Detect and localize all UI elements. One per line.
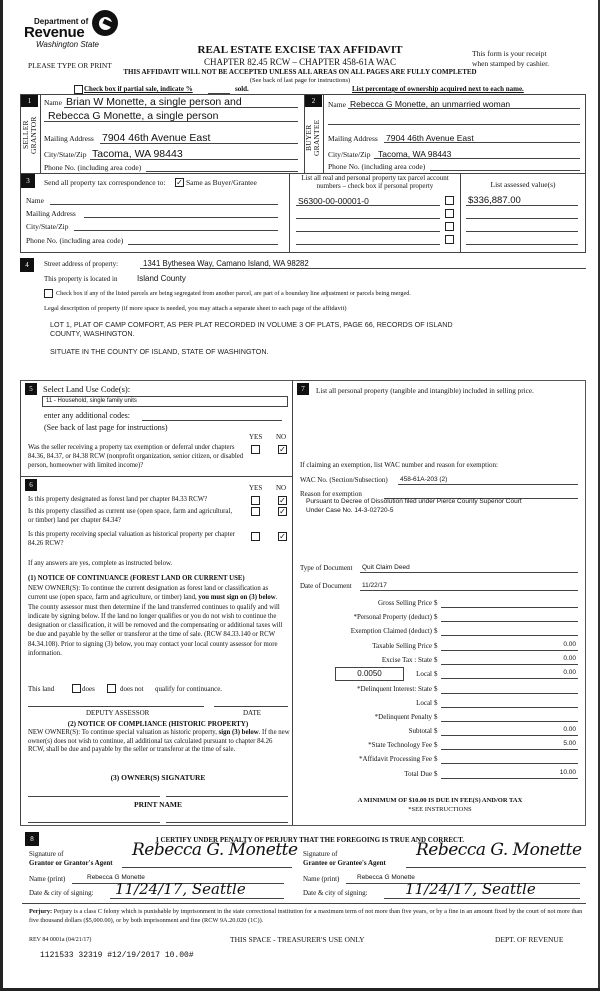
print-name-field-1[interactable] xyxy=(28,822,160,823)
property-county[interactable]: Island County xyxy=(137,274,186,283)
buyer-city-state-zip[interactable]: Tacoma, WA 98443 xyxy=(378,149,452,159)
forest-land-no-checkbox[interactable]: ✓ xyxy=(279,496,286,505)
owner-signature-title: (3) OWNER(S) SIGNATURE xyxy=(110,773,206,782)
grantor-signature-label-1: Signature of xyxy=(29,850,64,858)
land-use-code-select[interactable] xyxy=(42,396,288,407)
fee-label-total-due: Total Due xyxy=(404,770,432,778)
assessed-value-1[interactable]: $336,887.00 xyxy=(468,195,521,206)
fee-label-delinquent-penalty: *Delinquent Penalty xyxy=(374,713,432,721)
section-6-number: 6 xyxy=(25,479,37,491)
parcel-number-4[interactable] xyxy=(296,244,440,245)
deputy-assessor-label: DEPUTY ASSESSOR xyxy=(86,709,150,717)
personal-property-checkbox-4[interactable] xyxy=(445,235,454,244)
personal-property-checkbox-2[interactable] xyxy=(445,209,454,218)
form-chapter: CHAPTER 82.45 RCW – CHAPTER 458-61A WAC xyxy=(204,57,396,67)
personal-property-label: List all personal property (tangible and intangible) included in selling price. xyxy=(316,387,534,395)
print-name-label: PRINT NAME xyxy=(134,800,182,809)
seller-grantor-label: SELLER GRANTOR xyxy=(21,116,38,154)
grantee-date-city[interactable]: 11/24/17, Seattle xyxy=(405,880,536,898)
grantee-signature[interactable]: Rebecca G. Monette xyxy=(416,840,582,860)
fee-value-total-due[interactable]: 10.00 xyxy=(559,769,576,776)
fee-value-taxable[interactable]: 0.00 xyxy=(563,641,576,648)
section-5-number: 5 xyxy=(25,383,37,395)
fee-label-delinquent-interest-local: Local xyxy=(416,699,432,707)
does-qualify-checkbox[interactable] xyxy=(72,684,81,693)
forest-land-yes-checkbox[interactable] xyxy=(251,496,260,505)
legal-description-line3[interactable]: SITUATE IN THE COUNTY OF ISLAND, STATE OF WASHINGTON. xyxy=(50,347,269,356)
send-correspondence-label: Send all property tax correspondence to: xyxy=(44,178,166,187)
does-not-label: does not xyxy=(120,685,144,693)
current-use-yes-checkbox[interactable] xyxy=(251,507,260,516)
receipt-line1: This form is your receipt xyxy=(472,49,547,58)
fee-label-excise-state: Excise Tax : State xyxy=(381,656,432,664)
see-instructions-note: *SEE INSTRUCTIONS xyxy=(408,806,472,813)
fee-label-subtotal: Subtotal xyxy=(408,727,432,735)
section-2-number: 2 xyxy=(305,95,322,107)
fee-label-personal-property: *Personal Property (deduct) xyxy=(353,613,432,621)
corr-city-field[interactable] xyxy=(74,230,278,231)
partial-sale-checkbox[interactable] xyxy=(74,85,83,94)
dept-of-revenue-label: DEPT. OF REVENUE xyxy=(495,935,564,944)
seller-name-label: Name xyxy=(44,98,62,107)
legal-description-line2[interactable]: COUNTY, WASHINGTON. xyxy=(50,329,135,338)
grantor-name-label: Name (print) xyxy=(29,875,66,883)
agency-line3: Washington State xyxy=(36,40,100,49)
legal-description-line1[interactable]: LOT 1, PLAT OF CAMP COMFORT, AS PER PLAT RECORDED IN VOLUME 3 OF PLATS, PAGE 66, RECORDS OF ISLAND xyxy=(50,320,453,329)
property-street-address[interactable]: 1341 Bythesea Way, Camano Island, WA 98282 xyxy=(143,259,309,268)
section-4-number: 4 xyxy=(20,258,34,272)
assessed-value-3[interactable] xyxy=(466,231,578,232)
wac-number-value[interactable]: 458-61A-203 (2) xyxy=(400,476,448,483)
notice-of-continuance-text: NEW OWNER(S): To continue the current designation as forest land or classification as current use (open space, farm and agriculture, or timber) land, you must sign on (3) below. The county assessor must then determine if the land transferred continues to qualify and will indicate by signing below. If the land no longer qualifies or you do not wish to continue the designation or classification, it will be removed and the compensating or additional taxes will be due and payable by the seller or transferor at the time of sale. (RCW 84.33.140 or RCW 84.34.108). Prior to signing (3) below, you may contact your local county assessor for more information. xyxy=(28,585,283,658)
select-land-use-label: Select Land Use Code(s): xyxy=(43,384,131,394)
forest-land-question: Is this property designated as forest land per chapter 84.33 RCW? xyxy=(28,496,208,503)
partial-percent-field[interactable] xyxy=(208,85,230,94)
fee-value-excise-state[interactable]: 0.00 xyxy=(563,655,576,662)
personal-property-field[interactable] xyxy=(300,410,580,455)
assessed-value-2[interactable] xyxy=(466,218,578,219)
partial-sale-label: Check box if partial sale, indicate % xyxy=(84,85,193,93)
form-revision: REV 84 0001a (04/21/17) xyxy=(29,937,92,943)
fee-value-excise-local[interactable]: 0.00 xyxy=(563,669,576,676)
section-8-number: 8 xyxy=(25,832,39,846)
current-use-question: Is this property classified as current use (open space, farm and agricultural, or timber) land per chapter 84.34? xyxy=(28,508,233,524)
exemption-reason-label: Reason for exemption xyxy=(300,490,362,498)
print-name-field-2[interactable] xyxy=(166,822,288,823)
fee-label-gross: Gross Selling Price xyxy=(377,599,432,607)
partial-sold-label: sold. xyxy=(235,85,249,93)
does-not-qualify-checkbox[interactable] xyxy=(107,684,116,693)
buyer-mailing-label: Mailing Address xyxy=(328,134,378,143)
seller-city-label: City/State/Zip xyxy=(44,150,87,159)
section-1-number: 1 xyxy=(21,95,38,107)
exemption-label: If claiming an exemption, list WAC number and reason for exemption: xyxy=(300,461,498,469)
document-type-value[interactable]: Quit Claim Deed xyxy=(362,564,410,571)
grantor-name-print[interactable]: Rebecca G Monette xyxy=(87,874,145,881)
seller-mailing-address[interactable]: 7904 46th Avenue East xyxy=(102,132,211,144)
grantor-date-city-label: Date & city of signing: xyxy=(29,889,94,897)
grantee-signature-label-1: Signature of xyxy=(303,850,338,858)
seller-phone-field[interactable] xyxy=(146,171,298,172)
buyer-phone-field[interactable] xyxy=(430,170,580,171)
parcel-number-2[interactable] xyxy=(296,218,440,219)
historical-property-question: Is this property receiving special valuation as historical property per chapter 84.26 RCW? xyxy=(28,531,235,547)
assessor-date-field[interactable] xyxy=(214,706,288,707)
segregated-parcels-checkbox[interactable] xyxy=(44,289,53,298)
exemption-deferral-question: Was the seller receiving a property tax exemption or deferral under chapters 84.36, 84.37, or 84.38 RCW (nonprofit organization, senior citizen, or disabled person, homeowner with limited income)? xyxy=(28,444,244,469)
corr-mailing-field[interactable] xyxy=(84,217,278,218)
assessed-value-4[interactable] xyxy=(466,244,578,245)
exemption-reason-line1[interactable]: Pursuant to Decree of Dissolution filed under Pierce County Superior Court xyxy=(306,498,522,505)
owner-signature-field-2[interactable] xyxy=(166,796,288,797)
buyer-mailing-address[interactable]: 7904 46th Avenue East xyxy=(386,133,474,143)
section6-no-header: NO xyxy=(276,484,287,492)
form-title: REAL ESTATE EXCISE TAX AFFIDAVIT xyxy=(197,44,403,56)
buyer-name-label: Name xyxy=(328,100,346,109)
deputy-assessor-signature-field[interactable] xyxy=(28,706,204,707)
buyer-city-label: City/State/Zip xyxy=(328,150,371,159)
fee-label-exemption: Exemption Claimed (deduct) xyxy=(350,627,432,635)
located-in-label: This property is located in xyxy=(44,275,118,283)
corr-name-label: Name xyxy=(26,196,44,205)
ownership-note: List percentage of ownership acquired next to each name. xyxy=(352,85,524,93)
notice-of-continuance-title: (1) NOTICE OF CONTINUANCE (FOREST LAND OR CURRENT USE) xyxy=(28,575,245,582)
agency-line1: Department of xyxy=(34,17,89,26)
receipt-line2: when stamped by cashier. xyxy=(472,59,550,68)
buyer-grantee-label: BUYER GRANTEE xyxy=(304,119,321,156)
seller-name-2[interactable]: Rebecca G Monette, a single person xyxy=(48,110,219,122)
fee-value-subtotal[interactable]: 0.00 xyxy=(563,726,576,733)
fee-label-excise-local: Local xyxy=(416,670,432,678)
land-use-see-back: (See back of last page for instructions) xyxy=(44,423,168,432)
buyer-name-1[interactable]: Rebecca G Monette, an unmarried woman xyxy=(350,99,511,109)
parcel-number-1[interactable]: S6300-00-00001-0 xyxy=(298,196,369,206)
fee-label-technology-fee: *State Technology Fee xyxy=(368,741,432,749)
document-date-value[interactable]: 11/22/17 xyxy=(362,582,387,589)
if-yes-instruction: If any answers are yes, complete as instructed below. xyxy=(28,560,173,567)
corr-phone-field[interactable] xyxy=(128,244,278,245)
dor-logo xyxy=(22,10,122,50)
same-as-buyer-checkbox[interactable]: ✓ xyxy=(176,178,183,187)
perjury-notice: Perjury: Perjury is a class C felony which is punishable by imprisonment in the state correctional institution for a maximum term of not more than five years, or by a fine in an amount fixed by the court of not more than five thousand dollars ($5,000.00), or by both imprisonment and fine (RCW 9A.20.020 (1C)). xyxy=(29,908,583,924)
assessed-header: List assessed value(s) xyxy=(490,180,556,189)
agency-line2: Revenue xyxy=(24,24,85,41)
section5-no-header: NO xyxy=(276,433,287,441)
exemption-deferral-yes-checkbox[interactable] xyxy=(251,445,260,454)
treasurer-receipt-stamp: 1121533 32319 #12/19/2017 10.00# xyxy=(40,951,194,960)
section-7-number: 7 xyxy=(297,383,309,395)
grantor-signature-label-2: Grantor or Grantor's Agent xyxy=(29,859,113,867)
parcel-number-3[interactable] xyxy=(296,231,440,232)
seller-phone-label: Phone No. (including area code) xyxy=(44,163,142,172)
grantee-signature-label-2: Grantee or Grantee's Agent xyxy=(303,859,386,867)
land-use-code-value: 11 - Household, single family units xyxy=(46,398,137,404)
exemption-deferral-no-checkbox[interactable]: ✓ xyxy=(279,445,286,454)
notice-of-compliance-text: NEW OWNER(S): To continue special valuation as historic property, sign (3) below. If the new owner(s) does not wish to continue, all additional tax calculated pursuant to chapter 84.26 RCW, shall be due and payable by the seller or transferor at the time of sale. xyxy=(28,729,290,753)
grantor-date-city[interactable]: 11/24/17, Seattle xyxy=(115,880,246,898)
personal-property-checkbox-3[interactable] xyxy=(445,222,454,231)
dor-swirl-icon xyxy=(92,10,118,36)
minimum-due-notice: A MINIMUM OF $10.00 IS DUE IN FEE(S) AND/OR TAX xyxy=(357,797,523,804)
treasurer-use-label: THIS SPACE - TREASURER'S USE ONLY xyxy=(230,935,365,944)
fee-label-taxable: Taxable Selling Price xyxy=(372,642,432,650)
additional-codes-label: enter any additional codes: xyxy=(44,411,130,420)
does-label: does xyxy=(82,685,95,693)
grantee-date-city-label: Date & city of signing: xyxy=(303,889,368,897)
document-date-label: Date of Document xyxy=(300,582,352,590)
form-warning: THIS AFFIDAVIT WILL NOT BE ACCEPTED UNLESS ALL AREAS ON ALL PAGES ARE FULLY COMPLETED xyxy=(123,68,477,76)
corr-city-label: City/State/Zip xyxy=(26,222,69,231)
section5-yes-header: YES xyxy=(249,433,263,441)
owner-signature-field-1[interactable] xyxy=(28,796,160,797)
seller-mailing-label: Mailing Address xyxy=(44,134,94,143)
see-back-note: (See back of last page for instructions) xyxy=(249,77,351,84)
document-type-label: Type of Document xyxy=(300,564,353,572)
seller-name-1[interactable]: Brian W Monette, a single person and xyxy=(66,96,242,108)
section6-yes-header: YES xyxy=(249,484,263,492)
street-address-label: Street address of property: xyxy=(44,260,119,268)
historical-property-yes-checkbox[interactable] xyxy=(251,532,260,541)
this-land-label: This land xyxy=(28,685,55,693)
seller-city-state-zip[interactable]: Tacoma, WA 98443 xyxy=(92,148,183,160)
fee-label-delinquent-interest-state: *Delinquent Interest: State xyxy=(356,685,432,693)
legal-description-label: Legal description of property (if more space is needed, you may attach a separate sheet to each page of the affidavit) xyxy=(44,305,347,312)
date-label: DATE xyxy=(243,709,261,717)
corr-name-field[interactable] xyxy=(50,204,278,205)
historical-property-no-checkbox[interactable]: ✓ xyxy=(279,532,286,541)
qualify-label: qualify for continuance. xyxy=(155,685,223,693)
grantor-signature[interactable]: Rebecca G. Monette xyxy=(132,840,298,860)
notice-of-compliance-title: (2) NOTICE OF COMPLIANCE (HISTORIC PROPERTY) xyxy=(67,720,249,728)
grantee-name-label: Name (print) xyxy=(303,875,340,883)
parcel-header: List all real and personal property tax parcel account numbers – check box if personal property xyxy=(301,174,449,190)
segregated-parcels-label: Check box if any of the listed parcels are being segregated from another parcel, are part of a boundary line adjustment or parcels being merged. xyxy=(56,290,411,297)
fee-label-processing-fee: *Affidavit Processing Fee xyxy=(359,755,432,763)
certify-statement: I CERTIFY UNDER PENALTY OF PERJURY THAT THE FOREGOING IS TRUE AND CORRECT. xyxy=(155,836,464,844)
corr-mailing-label: Mailing Address xyxy=(26,209,76,218)
fee-value-technology-fee[interactable]: 5.00 xyxy=(563,740,576,747)
grantee-name-print[interactable]: Rebecca G Monette xyxy=(357,874,415,881)
wac-number-label: WAC No. (Section/Subsection) xyxy=(300,476,388,484)
exemption-reason-line2[interactable]: Under Case No. 14-3-02720-5 xyxy=(306,507,394,514)
corr-phone-label: Phone No. (including area code) xyxy=(26,236,124,245)
please-type: PLEASE TYPE OR PRINT xyxy=(28,61,112,70)
personal-property-checkbox-1[interactable] xyxy=(445,196,454,205)
local-rate-value: 0.0050 xyxy=(357,669,382,678)
section-3-number: 3 xyxy=(21,174,35,188)
buyer-phone-label: Phone No. (including area code) xyxy=(328,162,426,171)
current-use-no-checkbox[interactable]: ✓ xyxy=(279,507,286,516)
scan-left-edge xyxy=(0,0,3,991)
buyer-name-2-field[interactable] xyxy=(328,124,580,125)
same-as-buyer-label: Same as Buyer/Grantee xyxy=(186,178,257,187)
additional-codes-field[interactable] xyxy=(142,420,282,421)
